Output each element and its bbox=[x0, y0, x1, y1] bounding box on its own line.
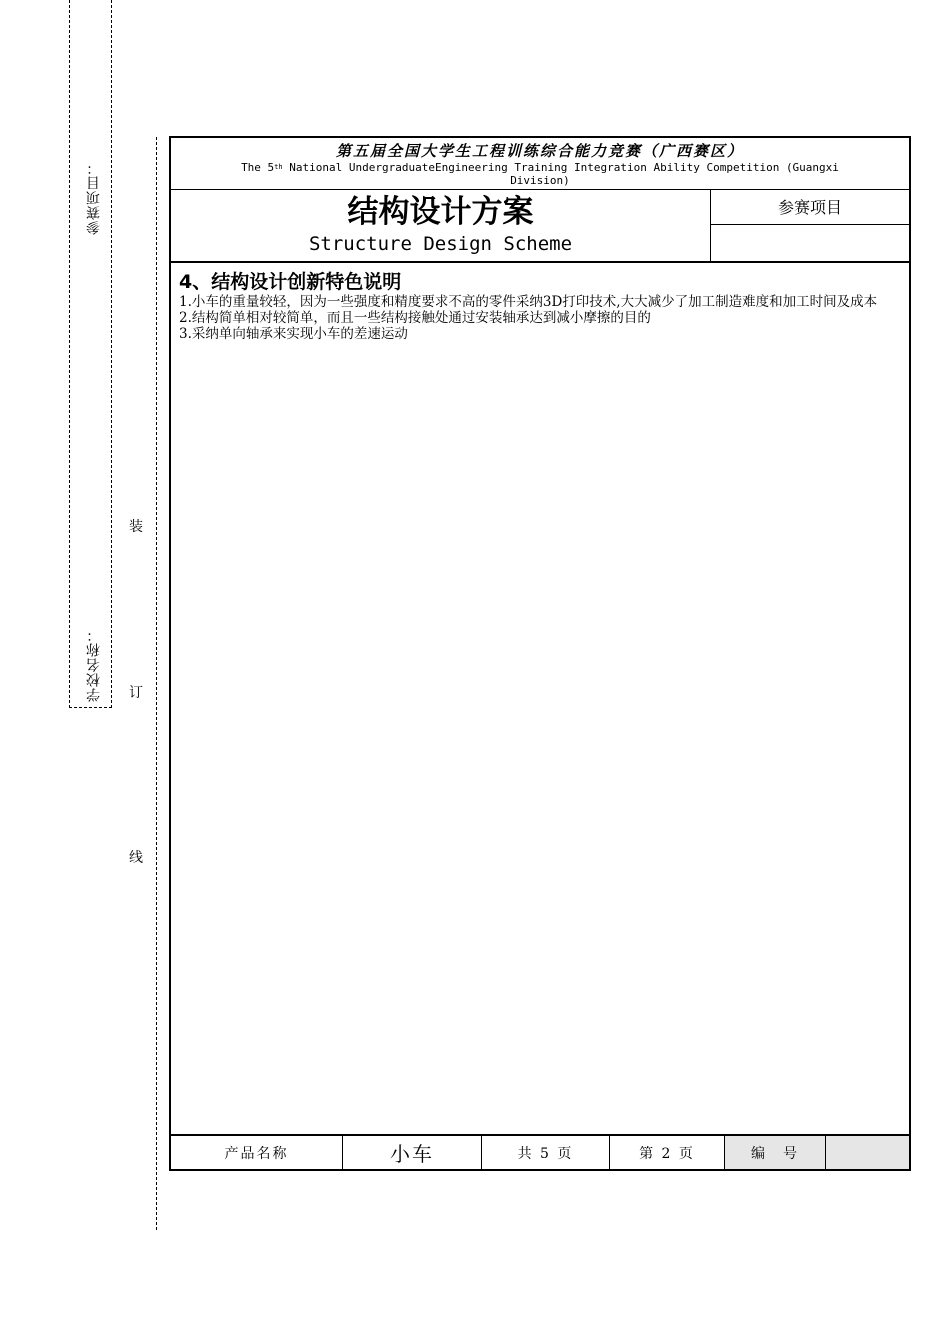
total-pages: 共 5 页 bbox=[482, 1136, 610, 1169]
binding-char-ding: 订 bbox=[129, 685, 143, 701]
binding-dashed-line bbox=[156, 137, 157, 1230]
binding-char-zhuang: 装 bbox=[129, 519, 143, 535]
competition-title-en: The 5th National UndergraduateEngineering Training Integration Ability Competition (Guangxi Division) bbox=[241, 161, 839, 187]
school-margin-label: 学校名称： bbox=[86, 627, 102, 702]
section-heading: 4、结构设计创新特色说明 bbox=[179, 271, 402, 293]
number-label: 编 号 bbox=[725, 1136, 826, 1169]
document-title-en: Structure Design Scheme bbox=[308, 233, 573, 255]
footer-table bbox=[171, 1134, 909, 1169]
title-row bbox=[171, 190, 909, 263]
binding-margin-box bbox=[69, 0, 112, 708]
document-title-cn: 结构设计方案 bbox=[347, 194, 534, 230]
current-page: 第 2 页 bbox=[610, 1136, 725, 1169]
document-title bbox=[171, 190, 711, 261]
product-name-label: 产品名称 bbox=[171, 1136, 343, 1169]
feature-item: 3.采纳单向轴承来实现小车的差速运动 bbox=[179, 326, 408, 342]
project-margin-label: 参赛项目： bbox=[86, 160, 102, 235]
project-value-field[interactable] bbox=[711, 225, 909, 261]
feature-item: 2.结构简单相对较简单，而且一些结构接触处通过安装轴承达到减小摩擦的目的 bbox=[179, 310, 651, 326]
section-content bbox=[179, 270, 905, 342]
document-frame bbox=[169, 136, 911, 1171]
number-value-field[interactable] bbox=[826, 1136, 909, 1169]
binding-char-xian: 线 bbox=[129, 850, 143, 866]
competition-title-cn: 第五届全国大学生工程训练综合能力竞赛（广西赛区） bbox=[335, 142, 744, 160]
product-name-value: 小车 bbox=[343, 1136, 482, 1169]
feature-item: 1.小车的重量较轻，因为一些强度和精度要求不高的零件采纳3D打印技术,大大减少了加工制造难度和加工时间及成本 bbox=[179, 294, 878, 310]
competition-header bbox=[171, 138, 909, 190]
project-label: 参赛项目 bbox=[711, 190, 909, 225]
